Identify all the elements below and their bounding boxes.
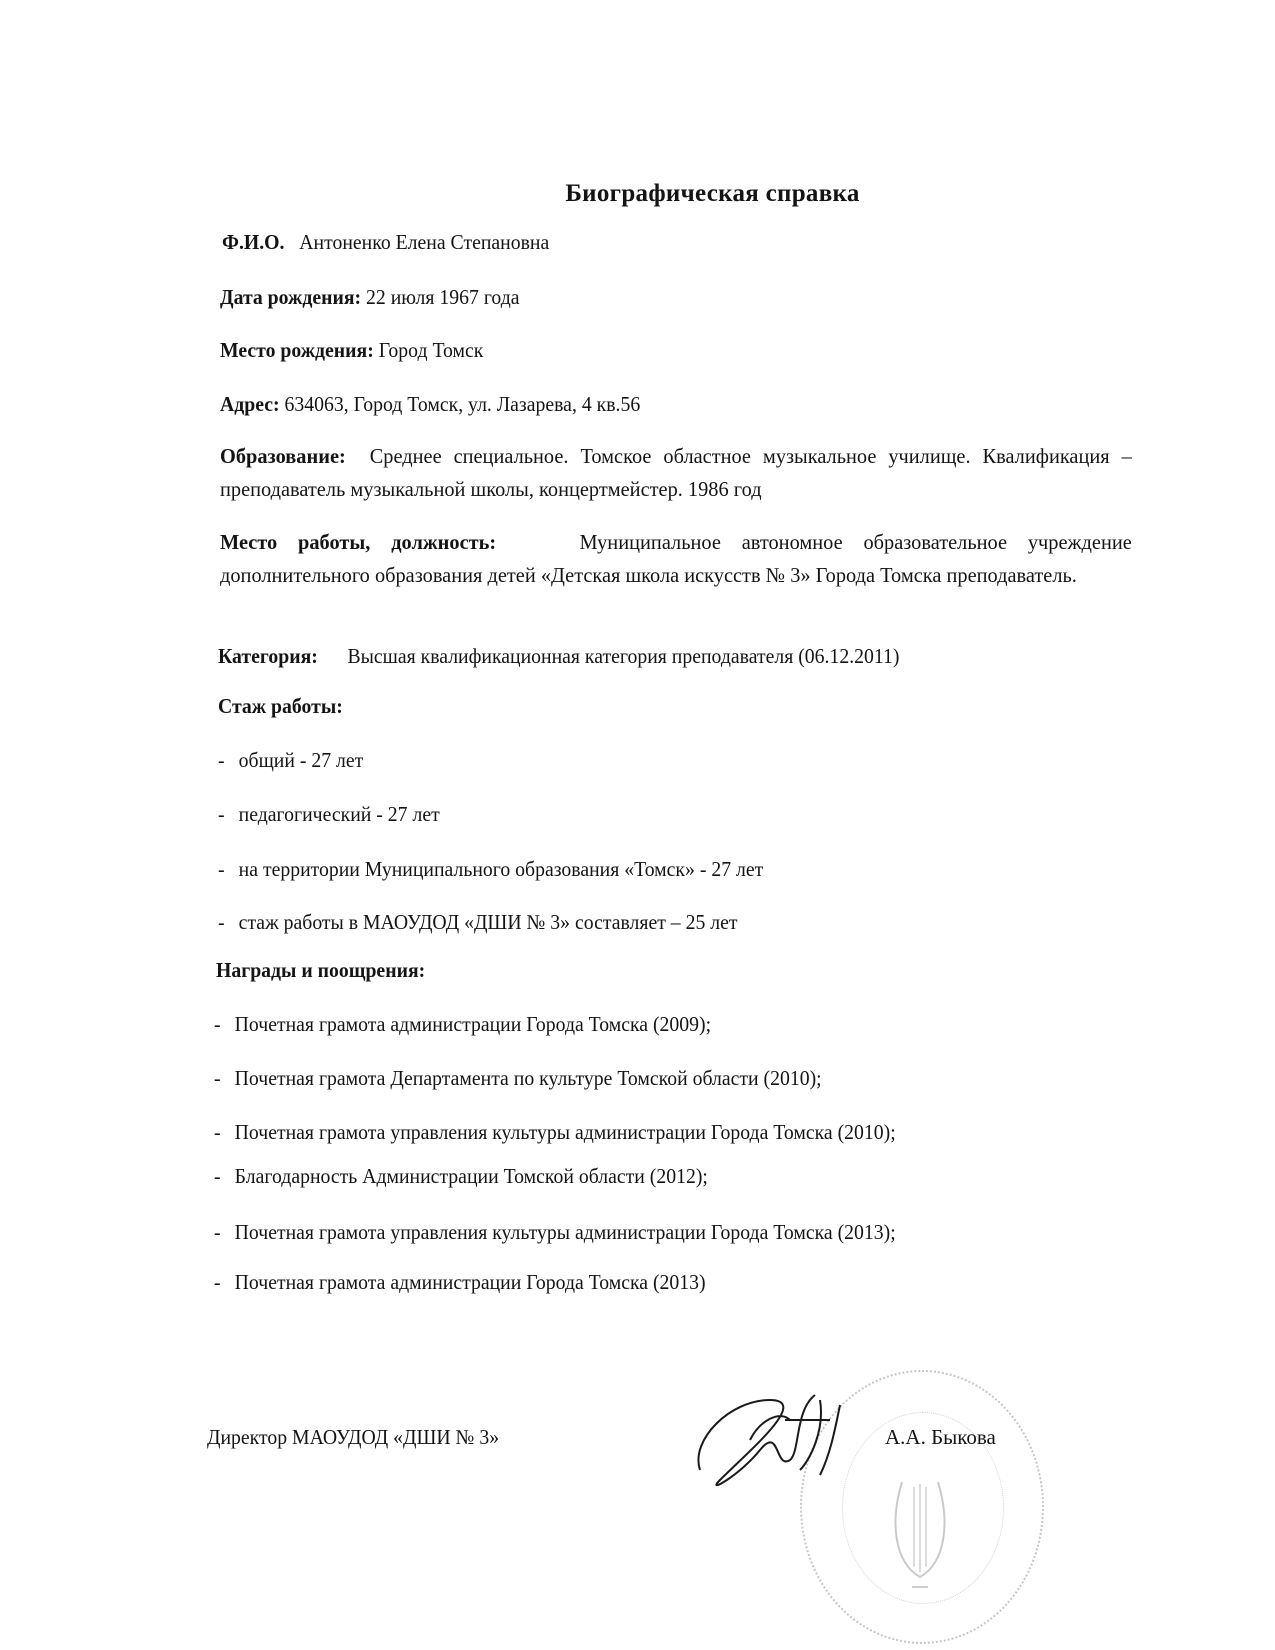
- dash-bullet: -: [214, 1270, 221, 1294]
- education-value: Среднее специальное. Томское областное музыкальное училище. Квалификация – преподаватель музыкальной школы, концертмейстер. 1986 год: [220, 444, 1132, 501]
- workplace-block: [220, 526, 1132, 592]
- signature-icon: [690, 1380, 890, 1500]
- signature-area: [690, 1350, 1030, 1650]
- education-block: [220, 440, 1132, 506]
- birth-place-row: [220, 338, 483, 363]
- address-value: 634063, Город Томск, ул. Лазарева, 4 кв.56: [284, 392, 641, 416]
- dash-bullet: -: [218, 910, 225, 934]
- workplace-value: Муниципальное автономное образовательное учреждение дополнительного образования детей «Детская школа искусств № 3» Города Томска преподаватель.: [220, 530, 1132, 587]
- birth-place-label: Место рождения:: [220, 338, 374, 362]
- dash-bullet: -: [218, 857, 225, 881]
- experience-item: - стаж работы в МАОУДОД «ДШИ № 3» составляет – 25 лет: [218, 910, 738, 934]
- award-item: - Почетная грамота Департамента по культуре Томской области (2010);: [214, 1066, 822, 1090]
- address-row: [220, 392, 640, 417]
- birth-date-value: 22 июля 1967 года: [366, 285, 520, 309]
- category-row: [218, 644, 899, 669]
- birth-date-row: [220, 285, 520, 310]
- document-title: Биографическая справка: [565, 180, 860, 207]
- dash-bullet: -: [214, 1012, 221, 1036]
- fio-label: Ф.И.О.: [222, 230, 285, 254]
- dash-bullet: -: [214, 1220, 221, 1244]
- award-item: - Почетная грамота администрации Города Томска (2009);: [214, 1012, 712, 1036]
- workplace-label: Место работы, должность:: [220, 530, 497, 554]
- experience-item: - общий - 27 лет: [218, 748, 364, 772]
- awards-heading: Награды и поощрения:: [216, 958, 426, 982]
- experience-heading: Стаж работы:: [218, 694, 343, 718]
- category-value: Высшая квалификационная категория преподавателя (06.12.2011): [347, 644, 900, 668]
- award-item: - Почетная грамота администрации Города Томска (2013): [214, 1270, 706, 1294]
- dash-bullet: -: [214, 1120, 221, 1144]
- signer-name: А.А. Быкова: [885, 1425, 996, 1449]
- experience-item: - на территории Муниципального образования «Томск» - 27 лет: [218, 857, 764, 881]
- address-label: Адрес:: [220, 392, 280, 416]
- fio-value: Антоненко Елена Степановна: [299, 230, 550, 254]
- dash-bullet: -: [214, 1066, 221, 1090]
- fio-row: [222, 230, 549, 255]
- award-item: - Почетная грамота управления культуры администрации Города Томска (2010);: [214, 1120, 896, 1144]
- experience-item: - педагогический - 27 лет: [218, 802, 440, 826]
- dash-bullet: -: [218, 802, 225, 826]
- birth-place-value: Город Томск: [378, 338, 484, 362]
- director-position: Директор МАОУДОД «ДШИ № 3»: [207, 1425, 500, 1449]
- award-item: - Почетная грамота управления культуры администрации Города Томска (2013);: [214, 1220, 896, 1244]
- education-label: Образование:: [220, 444, 346, 468]
- dash-bullet: -: [218, 748, 225, 772]
- award-item: - Благодарность Администрации Томской области (2012);: [214, 1164, 708, 1188]
- category-label: Категория:: [218, 644, 318, 668]
- dash-bullet: -: [214, 1164, 221, 1188]
- birth-date-label: Дата рождения:: [220, 285, 362, 309]
